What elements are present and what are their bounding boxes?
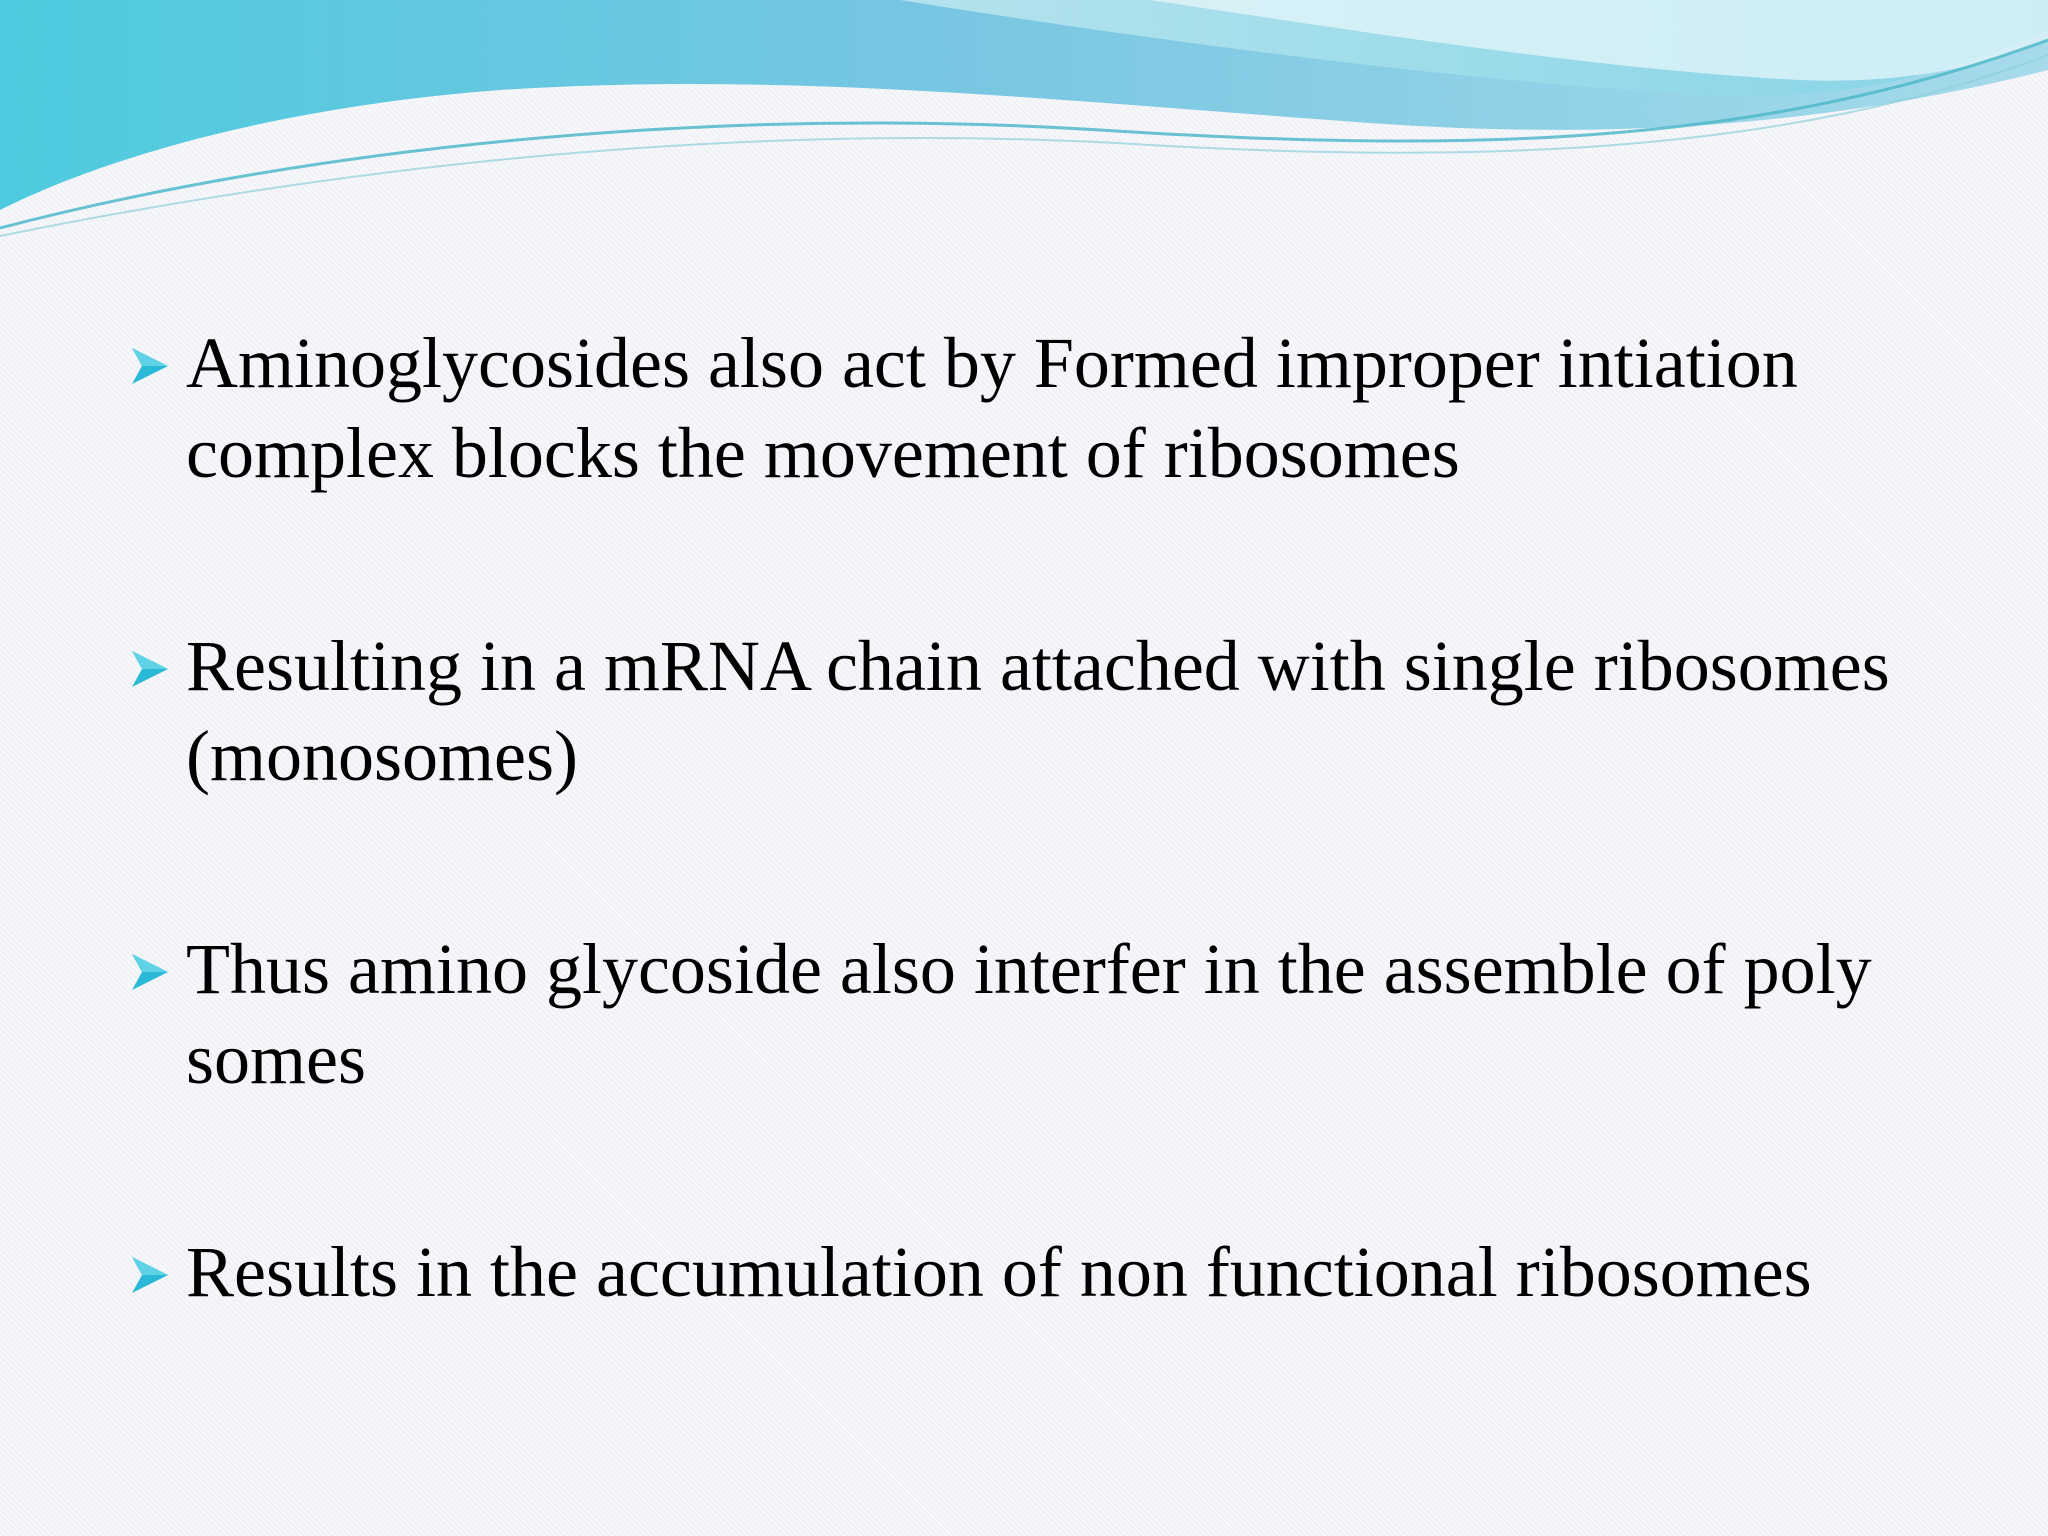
- arrowhead-bullet-icon: [128, 950, 172, 994]
- bullet-item: [128, 621, 1968, 801]
- arrowhead-bullet-icon: [128, 647, 172, 691]
- bullet-list: [128, 318, 1968, 1317]
- bullet-item: [128, 1227, 1968, 1317]
- arrowhead-bullet-icon: [128, 1253, 172, 1297]
- bullet-text: Results in the accumulation of non functional ribosomes: [186, 1232, 1812, 1312]
- bullet-text: Resulting in a mRNA chain attached with single ribosomes (monosomes): [186, 626, 1890, 796]
- bullet-item: [128, 318, 1968, 498]
- bullet-item: [128, 924, 1968, 1104]
- bullet-text: Thus amino glycoside also interfer in the assemble of poly somes: [186, 929, 1872, 1099]
- header-wave-decoration: [0, 0, 2048, 240]
- arrowhead-bullet-icon: [128, 344, 172, 388]
- bullet-text: Aminoglycosides also act by Formed improper intiation complex blocks the movement of ribosomes: [186, 323, 1798, 493]
